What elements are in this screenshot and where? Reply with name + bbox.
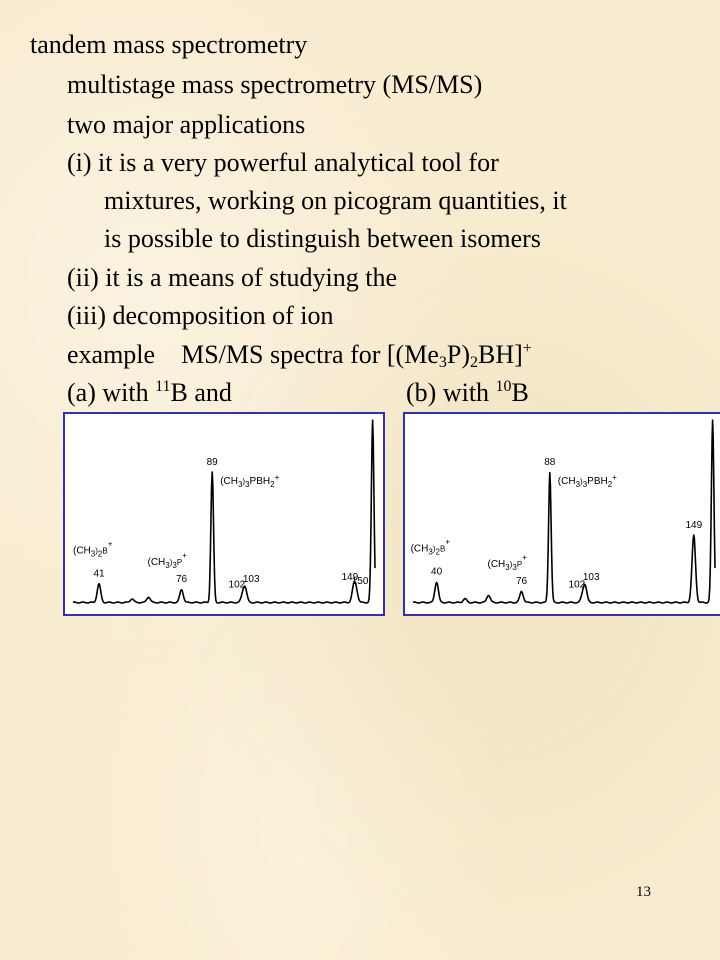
spectrum-line-b — [410, 420, 715, 603]
peak-label-149: 149 — [685, 520, 703, 532]
peak-label-89: 89 — [206, 456, 218, 468]
application-1-line-c: is possible to distinguish between isomers — [104, 224, 541, 253]
caption-line — [67, 378, 232, 408]
msms-line: multistage mass spectrometry (MS/MS) — [67, 70, 483, 99]
peak-label-149: 149 — [341, 572, 359, 584]
example-mid: P) — [446, 340, 470, 369]
example-line — [67, 340, 532, 370]
page-number: 13 — [636, 884, 651, 900]
application-3-line: (iii) decomposition of ion — [67, 301, 334, 330]
ion-annotation-2: ($CH_3^)_3^{P+}$ — [147, 551, 187, 570]
spectrum-panel-a — [63, 412, 385, 616]
example-sub-2: 2 — [470, 354, 478, 371]
peak-label-103: 103 — [582, 572, 600, 584]
example-sup: + — [522, 340, 532, 357]
ion-annotation-2: ($CH_3^)_3^{P+}$ — [487, 552, 527, 572]
peak-label-76: 76 — [515, 575, 528, 587]
slide-title: tandem mass spectrometry — [30, 30, 308, 59]
example-sub-1: 3 — [438, 354, 447, 371]
ion-annotation-1: ($CH_3^)_2^{B+}$ — [410, 537, 450, 557]
example-spectra-text: MS/MS spectra for [(Me — [181, 340, 439, 369]
caption-b: (b) with $^{10}$B — [406, 378, 529, 407]
caption-a: (a) with $^{11}$B and — [67, 378, 232, 407]
ion-annotation-3: ($CH_3^)_3PBH_2^+$ — [220, 472, 280, 489]
peak-label-150: 150 — [351, 575, 369, 587]
example-label: example — [67, 340, 156, 369]
spectrum-a-svg — [65, 414, 383, 614]
peak-label-102: 102 — [228, 579, 246, 591]
example-end: BH] — [478, 340, 523, 369]
ion-annotation-1: ($CH_3^)_2^{B+}$ — [73, 539, 113, 559]
spectrum-line-a — [73, 420, 375, 603]
applications-line: two major applications — [67, 110, 306, 139]
application-2-line: (ii) it is a means of studying the — [67, 263, 398, 292]
ion-annotation-3: ($CH_3^)_3PBH_2^+$ — [557, 472, 617, 489]
peak-label-40: 40 — [431, 566, 443, 578]
peak-label-103: 103 — [242, 574, 260, 585]
spectrum-b-svg — [405, 414, 720, 614]
peak-label-41: 41 — [93, 568, 105, 580]
peak-label-102: 102 — [568, 579, 586, 591]
application-1-line-b: mixtures, working on picogram quantities, it — [104, 186, 567, 215]
spectrum-panel-b — [403, 412, 720, 616]
application-1-line-a: (i) it is a very powerful analytical tool for — [67, 148, 499, 177]
peak-label-76: 76 — [175, 574, 188, 585]
peak-label-88: 88 — [544, 456, 556, 468]
